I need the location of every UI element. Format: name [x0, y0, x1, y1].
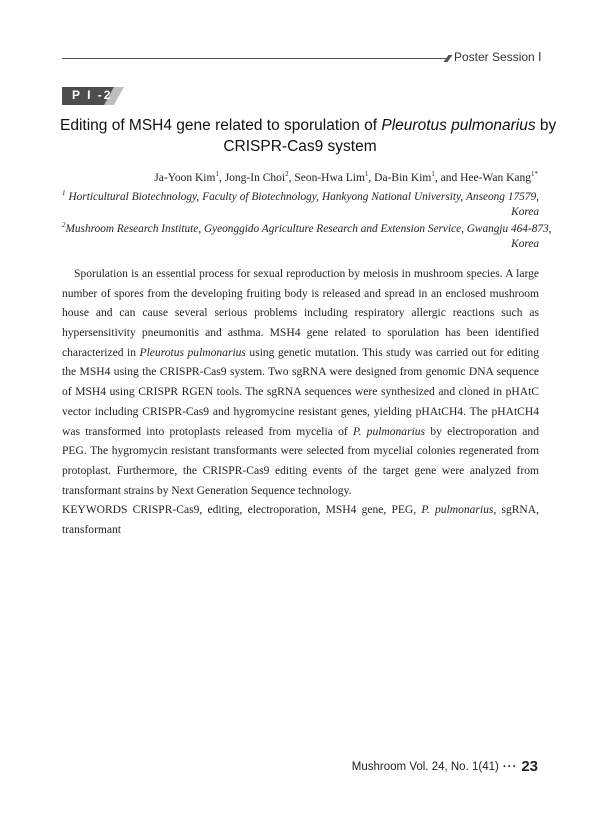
- author-name: Jong-In Choi: [224, 172, 286, 184]
- affiliation-2: $^2$Mushroom Research Institute, Gyeonggido Agriculture Research and Extension Service, Gwangju 464-873, Korea: [62, 221, 552, 250]
- page-number: 23: [521, 758, 538, 775]
- title-line-1: Editing of MSH4 gene related to sporulation of Pleurotus pulmonarius by: [60, 117, 557, 134]
- author-affiliation-mark: 2: [285, 170, 289, 178]
- abstract-line: number of spores from the developing fruiting body is released and spread in an enclosed mushroom: [62, 287, 539, 300]
- page-footer: [352, 758, 538, 775]
- author-name: Seon-Hwa Lim: [294, 172, 365, 184]
- author-name: Ja-Yoon Kim: [154, 172, 216, 184]
- abstract-line: transformant strains by Next Generation Sequence technology.: [62, 484, 352, 497]
- abstract-line: house and can cause several serious problems including respiratory allergic reactions such as: [62, 307, 539, 320]
- abstract-line: characterized in Pleurotus pulmonarius using genetic mutation. This study was carried out for editing: [62, 346, 539, 359]
- author-affiliation-mark: 1: [215, 170, 219, 178]
- page-title: [60, 115, 557, 157]
- abstract-line: hypersensitivity pneumonitis and asthma. MSH4 gene related to sporulation has been identified: [62, 327, 539, 340]
- author-separator: , and: [434, 172, 461, 184]
- author-list: [154, 170, 538, 184]
- session-label: Poster Session Ⅰ: [454, 50, 542, 64]
- abstract-line: Sporulation is an essential process for sexual reproduction by meiosis in mushroom species. A large: [74, 268, 539, 280]
- keywords-line-2: transformant: [62, 523, 121, 536]
- abstract-line: of MSH4 using CRISPR RGEN tools. The sgRNA sequences were synthesized and cloned in pHAtC: [62, 386, 539, 399]
- author-name: Hee-Wan Kang: [460, 172, 531, 184]
- abstract-line: PEG. The hygromycin resistant transformants were selected from mycelial colonies regenerated from: [62, 445, 539, 458]
- journal-citation: Mushroom Vol. 24, No. 1(41): [351, 761, 499, 773]
- abstract-body: [62, 265, 539, 541]
- title-line-2: CRISPR-Cas9 system: [223, 138, 377, 155]
- author-name: Da-Bin Kim: [374, 172, 432, 184]
- header-rule: [62, 58, 448, 59]
- affiliation-1: $^1$ Horticultural Biotechnology, Faculty of Biotechnology, Hankyong National University, Anseong 17579, Korea: [62, 189, 539, 218]
- header-rule-tick: [444, 55, 453, 62]
- author-affiliation-mark: 1*: [531, 170, 538, 178]
- author-affiliation-mark: 1: [431, 170, 435, 178]
- poster-code-text: P I -2: [72, 88, 113, 102]
- author-separator: ,: [288, 172, 295, 184]
- abstract-line: protoplast. Furthermore, the CRISPR-Cas9 editing events of the target gene were analyzed from: [62, 464, 539, 477]
- poster-code-badge: [62, 87, 124, 105]
- abstract-line: the MSH4 using the CRISPR-Cas9 system. Two sgRNA were designed from genomic DNA sequence: [62, 366, 539, 379]
- keywords-line: KEYWORDS CRISPR-Cas9, editing, electroporation, MSH4 gene, PEG, P. pulmonarius, sgRNA,: [62, 504, 539, 517]
- author-separator: ,: [368, 172, 375, 184]
- abstract-line: was transformed into protoplasts released from mycelia of P. pulmonarius by electroporation and: [62, 425, 539, 438]
- author-separator: ,: [218, 172, 225, 184]
- abstract-line: vector including CRISPR-Cas9 and hygromycine resistant genes, yielding pHAtCH4. The pHAtCH4: [62, 405, 539, 418]
- footer-dots: ···: [502, 761, 518, 773]
- author-affiliation-mark: 1: [364, 170, 369, 178]
